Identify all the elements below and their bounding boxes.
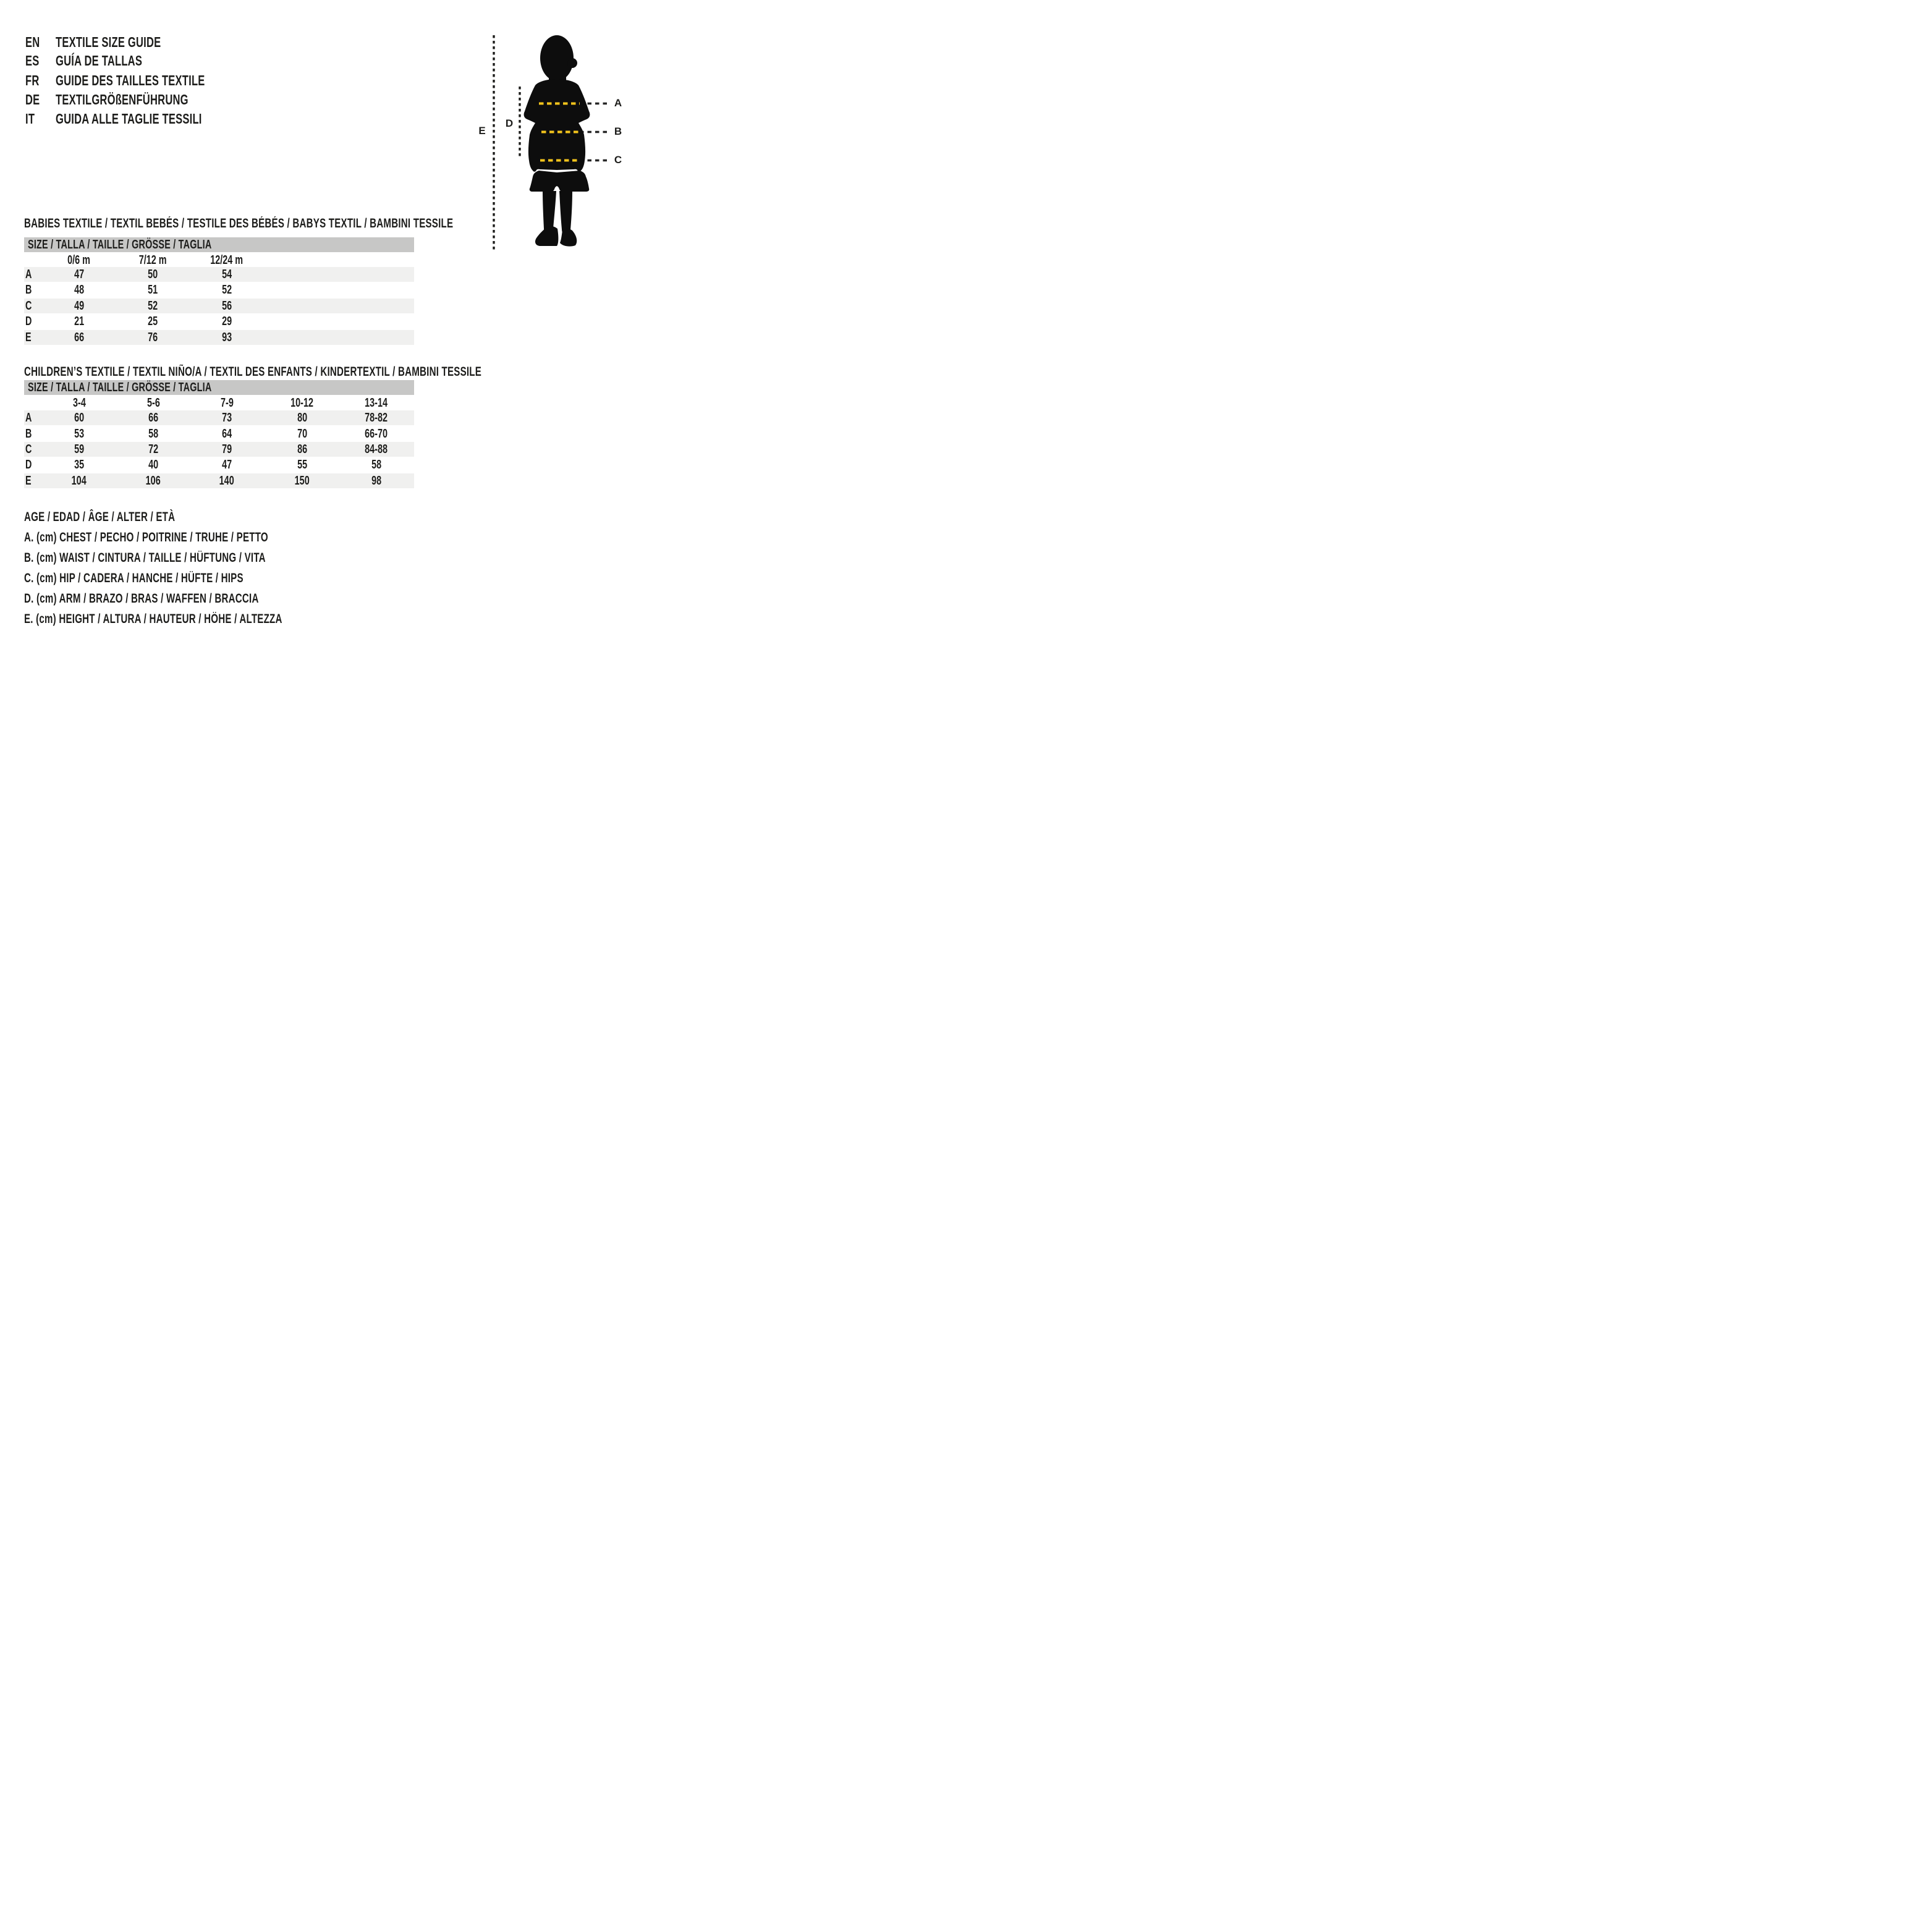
- table-cell: 54: [221, 268, 232, 281]
- table-cell: 84-88: [365, 443, 388, 456]
- babies-table-title: BABIES TEXTILE / TEXTIL BEBÉS / TESTILE DES BÉBÉS / BABYS TEXTIL / BAMBINI TESSILE: [24, 216, 454, 231]
- table-cell: 93: [221, 331, 232, 344]
- figure-label-d: D: [505, 117, 514, 129]
- lang-code-es: ES: [25, 53, 40, 69]
- table-cell: 49: [74, 299, 85, 313]
- table-cell: 47: [221, 458, 232, 472]
- babies-row-e: E 66 76 93: [24, 330, 414, 345]
- children-row-c: C 59 72 79 86 84-88: [24, 442, 414, 457]
- children-size-header-bar: SIZE / TALLA / TAILLE / GRÖSSE / TAGLIA: [24, 380, 414, 395]
- table-cell: 25: [147, 315, 158, 328]
- legend-chest: A. (cm) CHEST / PECHO / POITRINE / TRUHE / PETTO: [24, 530, 268, 544]
- babies-col-0-6m: 0/6 m: [67, 253, 91, 267]
- table-cell: 98: [371, 474, 382, 488]
- children-col-7-9: 7-9: [220, 396, 234, 410]
- children-col-5-6: 5-6: [146, 396, 160, 410]
- table-cell: 70: [297, 427, 308, 441]
- babies-row-a: A 47 50 54: [24, 267, 414, 282]
- children-row-a: A 60 66 73 80 78-82: [24, 410, 414, 425]
- babies-row-b: B 48 51 52: [24, 282, 414, 297]
- table-cell: 58: [148, 427, 159, 441]
- table-cell: 66: [148, 411, 159, 425]
- table-cell: 106: [145, 474, 161, 488]
- legend-age: AGE / EDAD / ÂGE / ALTER / ETÀ: [24, 510, 176, 524]
- figure-label-a: A: [614, 97, 622, 109]
- lang-title-es: GUÍA DE TALLAS: [56, 53, 143, 69]
- lang-title-de: TEXTILGRÖßENFÜHRUNG: [56, 91, 189, 108]
- table-cell: 40: [148, 458, 159, 472]
- silhouette-hair-tuft: [567, 58, 577, 68]
- table-cell: 52: [221, 283, 232, 297]
- table-cell: 140: [219, 474, 235, 488]
- table-cell: 150: [294, 474, 310, 488]
- silhouette-shorts: [530, 171, 590, 192]
- table-cell: 79: [221, 443, 232, 456]
- table-cell: 51: [147, 283, 158, 297]
- table-cell: 35: [74, 458, 85, 472]
- children-col-10-12: 10-12: [290, 396, 314, 410]
- children-col-3-4: 3-4: [72, 396, 86, 410]
- babies-col-7-12m: 7/12 m: [138, 253, 167, 267]
- lang-code-de: DE: [25, 91, 40, 108]
- legend-waist: B. (cm) WAIST / CINTURA / TAILLE / HÜFTUNG / VITA: [24, 551, 266, 565]
- children-row-b: B 53 58 64 70 66-70: [24, 426, 414, 441]
- table-cell: 21: [74, 315, 85, 328]
- legend-hip: C. (cm) HIP / CADERA / HANCHE / HÜFTE / HIPS: [24, 571, 244, 585]
- table-cell: 50: [147, 268, 158, 281]
- table-cell: 55: [297, 458, 308, 472]
- lang-code-fr: FR: [25, 72, 40, 88]
- children-col-13-14: 13-14: [365, 396, 388, 410]
- child-silhouette: [524, 35, 590, 247]
- figure-label-b: B: [614, 125, 622, 137]
- babies-column-header-row: [24, 253, 414, 268]
- table-cell: 58: [371, 458, 382, 472]
- children-table-title: CHILDREN’S TEXTILE / TEXTIL NIÑO/A / TEXTIL DES ENFANTS / KINDERTEXTIL / BAMBINI TESSILE: [24, 365, 482, 379]
- table-cell: 72: [148, 443, 159, 456]
- silhouette-head: [540, 35, 574, 81]
- silhouette-torso-arms: [524, 79, 590, 172]
- figure-label-c: C: [614, 154, 622, 166]
- table-cell: 73: [221, 411, 232, 425]
- table-cell: 59: [74, 443, 85, 456]
- children-column-header-row: [24, 396, 414, 410]
- table-cell: 104: [71, 474, 87, 488]
- babies-size-header-bar: SIZE / TALLA / TAILLE / GRÖSSE / TAGLIA: [24, 237, 414, 252]
- lang-title-it: GUIDA ALLE TAGLIE TESSILI: [56, 111, 202, 127]
- babies-col-12-24m: 12/24 m: [210, 253, 244, 267]
- table-cell: 64: [221, 427, 232, 441]
- lang-code-it: IT: [25, 111, 35, 127]
- table-cell: 80: [297, 411, 308, 425]
- babies-row-c: C 49 52 56: [24, 299, 414, 313]
- figure-label-e: E: [478, 125, 486, 137]
- children-row-d: D 35 40 47 55 58: [24, 457, 414, 472]
- children-row-e: E 104 106 140 150 98: [24, 473, 414, 488]
- legend-height: E. (cm) HEIGHT / ALTURA / HAUTEUR / HÖHE / ALTEZZA: [24, 612, 282, 626]
- lang-code-en: EN: [25, 34, 40, 50]
- textile-size-guide-page: [0, 0, 644, 644]
- table-cell: 29: [221, 315, 232, 328]
- legend-arm: D. (cm) ARM / BRAZO / BRAS / WAFFEN / BRACCIA: [24, 591, 259, 606]
- table-cell: 78-82: [365, 411, 388, 425]
- table-cell: 47: [74, 268, 85, 281]
- table-cell: 76: [147, 331, 158, 344]
- babies-row-d: D 21 25 29: [24, 314, 414, 329]
- lang-title-en: TEXTILE SIZE GUIDE: [56, 34, 161, 50]
- table-cell: 66: [74, 331, 85, 344]
- table-cell: 56: [221, 299, 232, 313]
- table-cell: 86: [297, 443, 308, 456]
- lang-title-fr: GUIDE DES TAILLES TEXTILE: [56, 72, 205, 88]
- silhouette-right-shoe: [560, 229, 577, 247]
- table-cell: 60: [74, 411, 85, 425]
- table-cell: 66-70: [365, 427, 388, 441]
- table-cell: 52: [147, 299, 158, 313]
- table-cell: 53: [74, 427, 85, 441]
- table-cell: 48: [74, 283, 85, 297]
